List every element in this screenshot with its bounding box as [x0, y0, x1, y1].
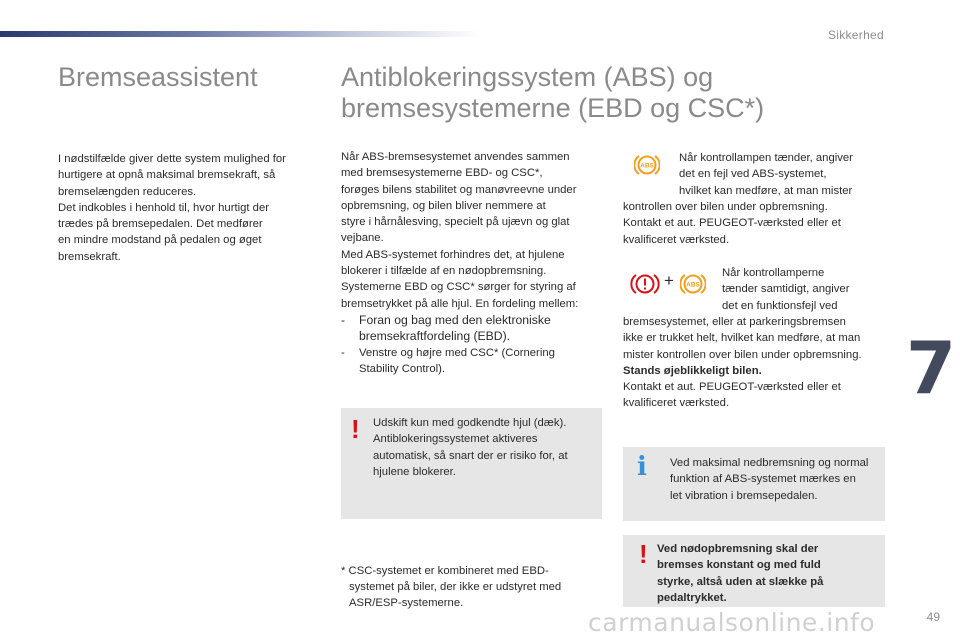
abs-warning-lamp-icon: [680, 272, 706, 296]
warning-icon: !: [639, 539, 648, 569]
list-item: - Foran og bag med den elektroniske bremsekraftfordeling (EBD).: [341, 312, 551, 344]
info-icon: i: [637, 452, 647, 482]
info-box-text: Ved maksimal nedbremsning og normal funktion af ABS-systemet mærkes en let vibration i bremsepedalen.: [670, 457, 869, 502]
chapter-number: 7: [906, 326, 957, 410]
list-item: - Venstre og højre med CSC* (Cornering Stability Control).: [341, 346, 555, 375]
lamp1-text-indented: Når kontrollampen tænder, angiver det en fejl ved ABS-systemet, hvilket kan medføre, at man mister: [679, 152, 853, 197]
header-accent-bar: [0, 31, 480, 37]
abs-lamp-label: ABS: [640, 162, 654, 170]
footnote: * CSC-systemet er kombineret med EBD- systemet på biler, der ikke er udstyret med ASR/ESP-systemerne.: [341, 565, 562, 609]
warning-box2-text: Ved nødopbremsning skal der bremses konstant og med fuld styrke, altså uden at slække på pedaltrykket.: [657, 543, 824, 604]
watermark: carmanualsonline.info: [588, 608, 876, 637]
page-number: 49: [926, 610, 940, 624]
left-title: Bremseassistent: [58, 62, 258, 92]
lamp2-text-indented: Når kontrollamperne tænder samtidigt, angiver det en funktionsfejl ved: [722, 267, 850, 312]
lamp2-text: bremsesystemet, eller at parkeringsbremsen ikke er trukket helt, hvilket kan medføre, at man mister kontrollen over bilen under opbremsning. Stands øjeblikkeligt bilen. Kontakt et aut. PEUGEOT-værksted eller et kvalificeret værksted.: [623, 314, 888, 412]
warning-box-emergency-braking: [623, 535, 885, 607]
abs-lamp-label: ABS: [686, 281, 700, 289]
plus-sign: +: [664, 271, 674, 290]
brake-warning-lamp-icon: [630, 272, 660, 296]
right-title: [341, 62, 811, 124]
lamp1-text: kontrollen over bilen under opbremsning. Kontakt et aut. PEUGEOT-værksted eller et kvalificeret værksted.: [623, 201, 841, 246]
middle-body: Når ABS-bremsesystemet anvendes sammen med bremsesystemerne EBD- og CSC*, forøges bilens stabilitet og manøvreevne under opbremsning, og bilen bliver nemmere at styre i hårnålesving, specielt på ujævn og glat vejbane. Med ABS-systemet forhindres det, at hjulene blokerer i tilfælde af en nødopbremsning. Systemerne EBD og CSC* sørger for styring af bremsetrykket på alle hjul. En fordeling mellem: - Foran og bag med den elektroniske bremsekraftfordeling (EBD). - Venstre og højre med CSC* (Cornering Stability Control).: [341, 149, 606, 377]
warning-icon: !: [351, 414, 360, 444]
info-box: [623, 447, 885, 521]
section-title: Sikkerhed: [827, 28, 884, 42]
right-title-line1: Antiblokeringssystem (ABS) og: [341, 62, 714, 92]
left-body: I nødstilfælde giver dette system mulighed for hurtigere at opnå maksimal bremsekraft, så bremselængden reduceres. Det indkobles i henhold til, hvor hurtigt der trædes på bremsepedalen. Det medfører en mindre modstand på pedalen og øget bremsekraft.: [58, 153, 286, 263]
warning-box-text: Udskift kun med godkendte hjul (dæk). Antiblokeringssystemet aktiveres automatisk, så snart der er risiko for, at hjulene blokerer.: [373, 417, 568, 478]
abs-warning-lamp-icon: [634, 153, 660, 177]
right-title-line2: bremsesystemerne (EBD og CSC*): [341, 93, 765, 123]
stop-vehicle-instruction: Stands øjeblikkeligt bilen.: [623, 364, 762, 377]
chapter-tab: [900, 296, 960, 426]
warning-box-wheels: [341, 408, 602, 519]
